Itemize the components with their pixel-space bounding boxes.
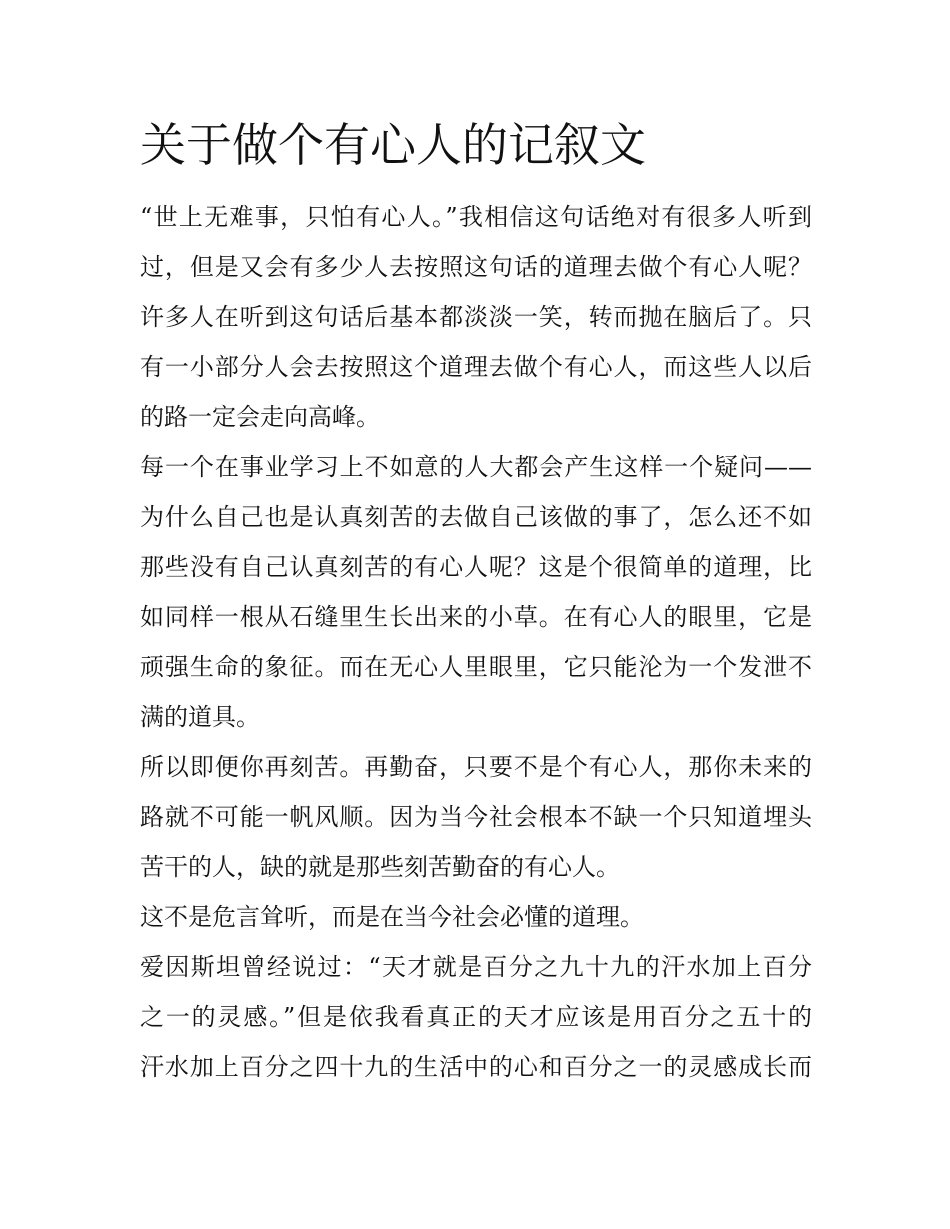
text-line: 顽强生命的象征。而在无心人里眼里，它只能沦为一个发泄不 bbox=[140, 653, 812, 681]
text-line: 之一的灵感。”但是依我看真正的天才应该是用百分之五十的 bbox=[140, 1003, 812, 1031]
text-line: 许多人在听到这句话后基本都淡淡一笑，转而抛在脑后了。只 bbox=[140, 303, 812, 331]
text-line: 如同样一根从石缝里生长出来的小草。在有心人的眼里，它是 bbox=[140, 603, 812, 631]
text-line: 爱因斯坦曾经说过：“天才就是百分之九十九的汗水加上百分 bbox=[140, 953, 812, 981]
paragraph-2 bbox=[140, 442, 812, 742]
text-line: 那些没有自己认真刻苦的有心人呢？这是个很简单的道理，比 bbox=[140, 553, 812, 581]
document-body bbox=[140, 192, 812, 1092]
text-line: 每一个在事业学习上不如意的人大都会产生这样一个疑问—— bbox=[140, 453, 812, 481]
text-line: 有一小部分人会去按照这个道理去做个有心人，而这些人以后 bbox=[140, 353, 812, 381]
paragraph-1 bbox=[140, 192, 812, 442]
text-line: 苦干的人，缺的就是那些刻苦勤奋的有心人。 bbox=[140, 853, 620, 881]
text-line: 满的道具。 bbox=[140, 703, 260, 731]
document-page bbox=[140, 112, 812, 1092]
text-line: “世上无难事，只怕有心人。”我相信这句话绝对有很多人听到 bbox=[140, 203, 812, 231]
document-title: 关于做个有心人的记叙文 bbox=[140, 118, 646, 172]
text-line: 这不是危言耸听，而是在当今社会必懂的道理。 bbox=[140, 903, 644, 931]
text-line: 路就不可能一帆风顺。因为当今社会根本不缺一个只知道埋头 bbox=[140, 803, 812, 831]
text-line: 所以即便你再刻苦。再勤奋，只要不是个有心人，那你未来的 bbox=[140, 753, 812, 781]
text-line: 汗水加上百分之四十九的生活中的心和百分之一的灵感成长而 bbox=[140, 1053, 812, 1081]
text-line: 过，但是又会有多少人去按照这句话的道理去做个有心人呢？ bbox=[140, 253, 812, 281]
text-line: 的路一定会走向高峰。 bbox=[140, 403, 380, 431]
paragraph-5 bbox=[140, 942, 812, 1092]
paragraph-4 bbox=[140, 892, 812, 942]
paragraph-3 bbox=[140, 742, 812, 892]
text-line: 为什么自己也是认真刻苦的去做自己该做的事了，怎么还不如 bbox=[140, 503, 812, 531]
